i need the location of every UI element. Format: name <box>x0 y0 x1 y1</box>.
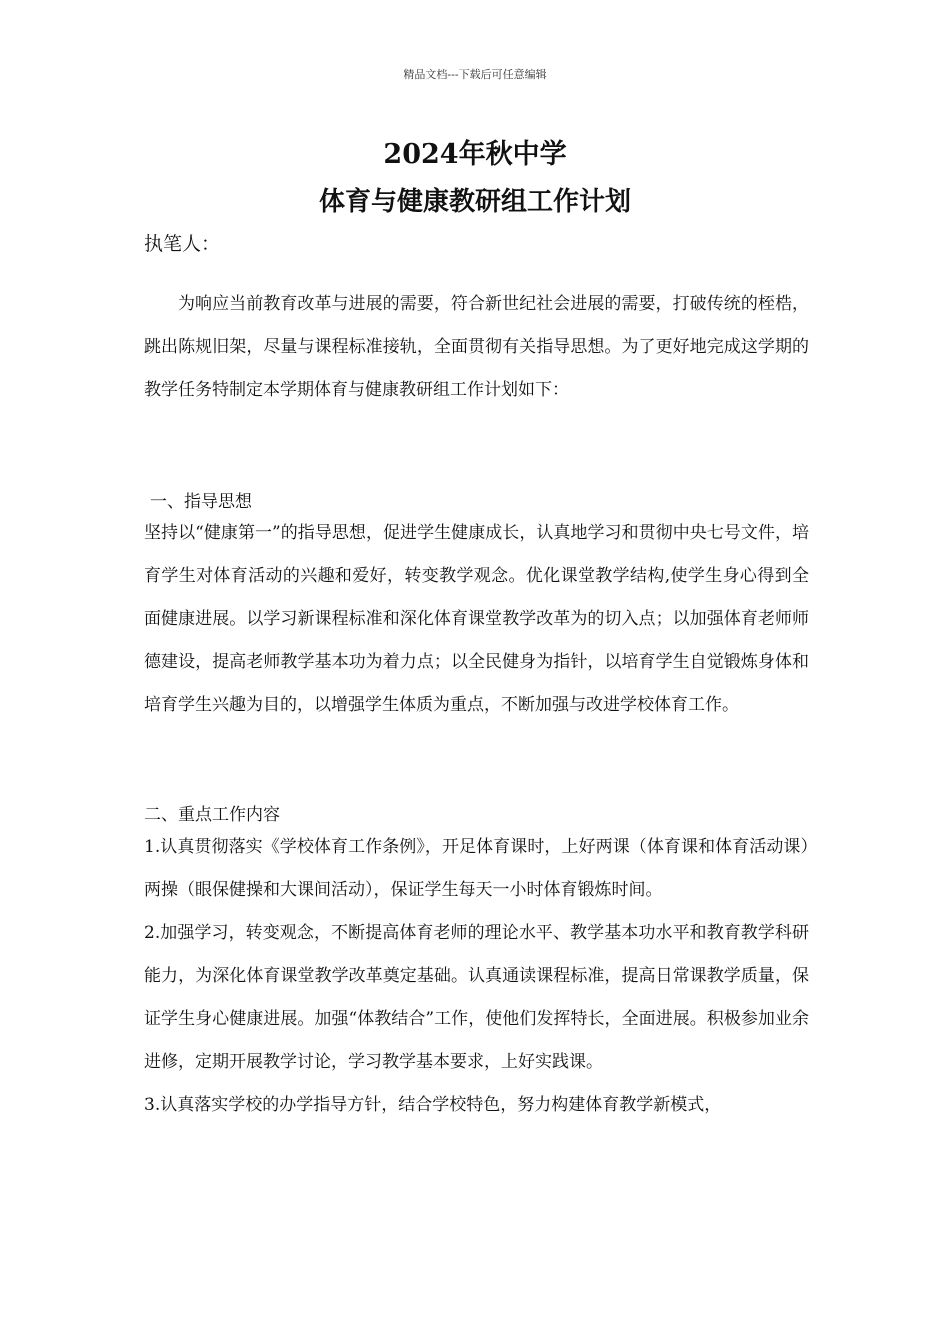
list-item: 3.认真落实学校的办学指导方针，结合学校特色，努力构建体育教学新模式， <box>144 1095 722 1115</box>
section-heading-key-work: 二、重点工作内容 <box>144 805 280 825</box>
document-title-line2: 体育与健康教研组工作计划 <box>318 187 631 217</box>
page-header-watermark: 精品文档---下载后可任意编辑 <box>403 68 547 81</box>
list-item: 1.认真贯彻落实《学校体育工作条例》，开足体育课时，上好两课（体育课和体育活动课）两操（眼保健操和大课间活动），保证学生每天一小时体育锻炼时间。 <box>144 837 809 900</box>
list-item: 2.加强学习，转变观念，不断提高体育老师的理论水平、教学基本功水平和教育教学科研能力，为深化体育课堂教学改革奠定基础。认真通读课程标准，提高日常课教学质量，保证学生身心健康进展。加强“体教结合”工作，使他们发挥特长，全面进展。积极参加业余进修，定期开展教学讨论，学习教学基本要求，上好实践课。 <box>144 923 809 1072</box>
intro-paragraph: 为响应当前教育改革与进展的需要，符合新世纪社会进展的需要，打破传统的桎梏，跳出陈规旧架，尽量与课程标准接轨，全面贯彻有关指导思想。为了更好地完成这学期的教学任务特制定本学期体育与健康教研组工作计划如下： <box>144 294 809 400</box>
author-label: 执笔人： <box>144 233 221 255</box>
section-heading-guiding-ideology: 一、指导思想 <box>150 492 252 512</box>
key-work-list <box>144 826 809 1127</box>
document-title-line1: 2024年秋中学 <box>383 139 567 170</box>
guiding-ideology-paragraph: 坚持以“健康第一”的指导思想，促进学生健康成长，认真地学习和贯彻中央七号文件，培育学生对体育活动的兴趣和爱好，转变教学观念。优化课堂教学结构,使学生身心得到全面健康进展。以学习新课程标准和深化体育课堂教学改革为的切入点；以加强体育老师师德建设，提高老师教学基本功为着力点；以全民健身为指针，以培育学生自觉锻炼身体和培育学生兴趣为目的，以增强学生体质为重点，不断加强与改进学校体育工作。 <box>144 523 809 715</box>
